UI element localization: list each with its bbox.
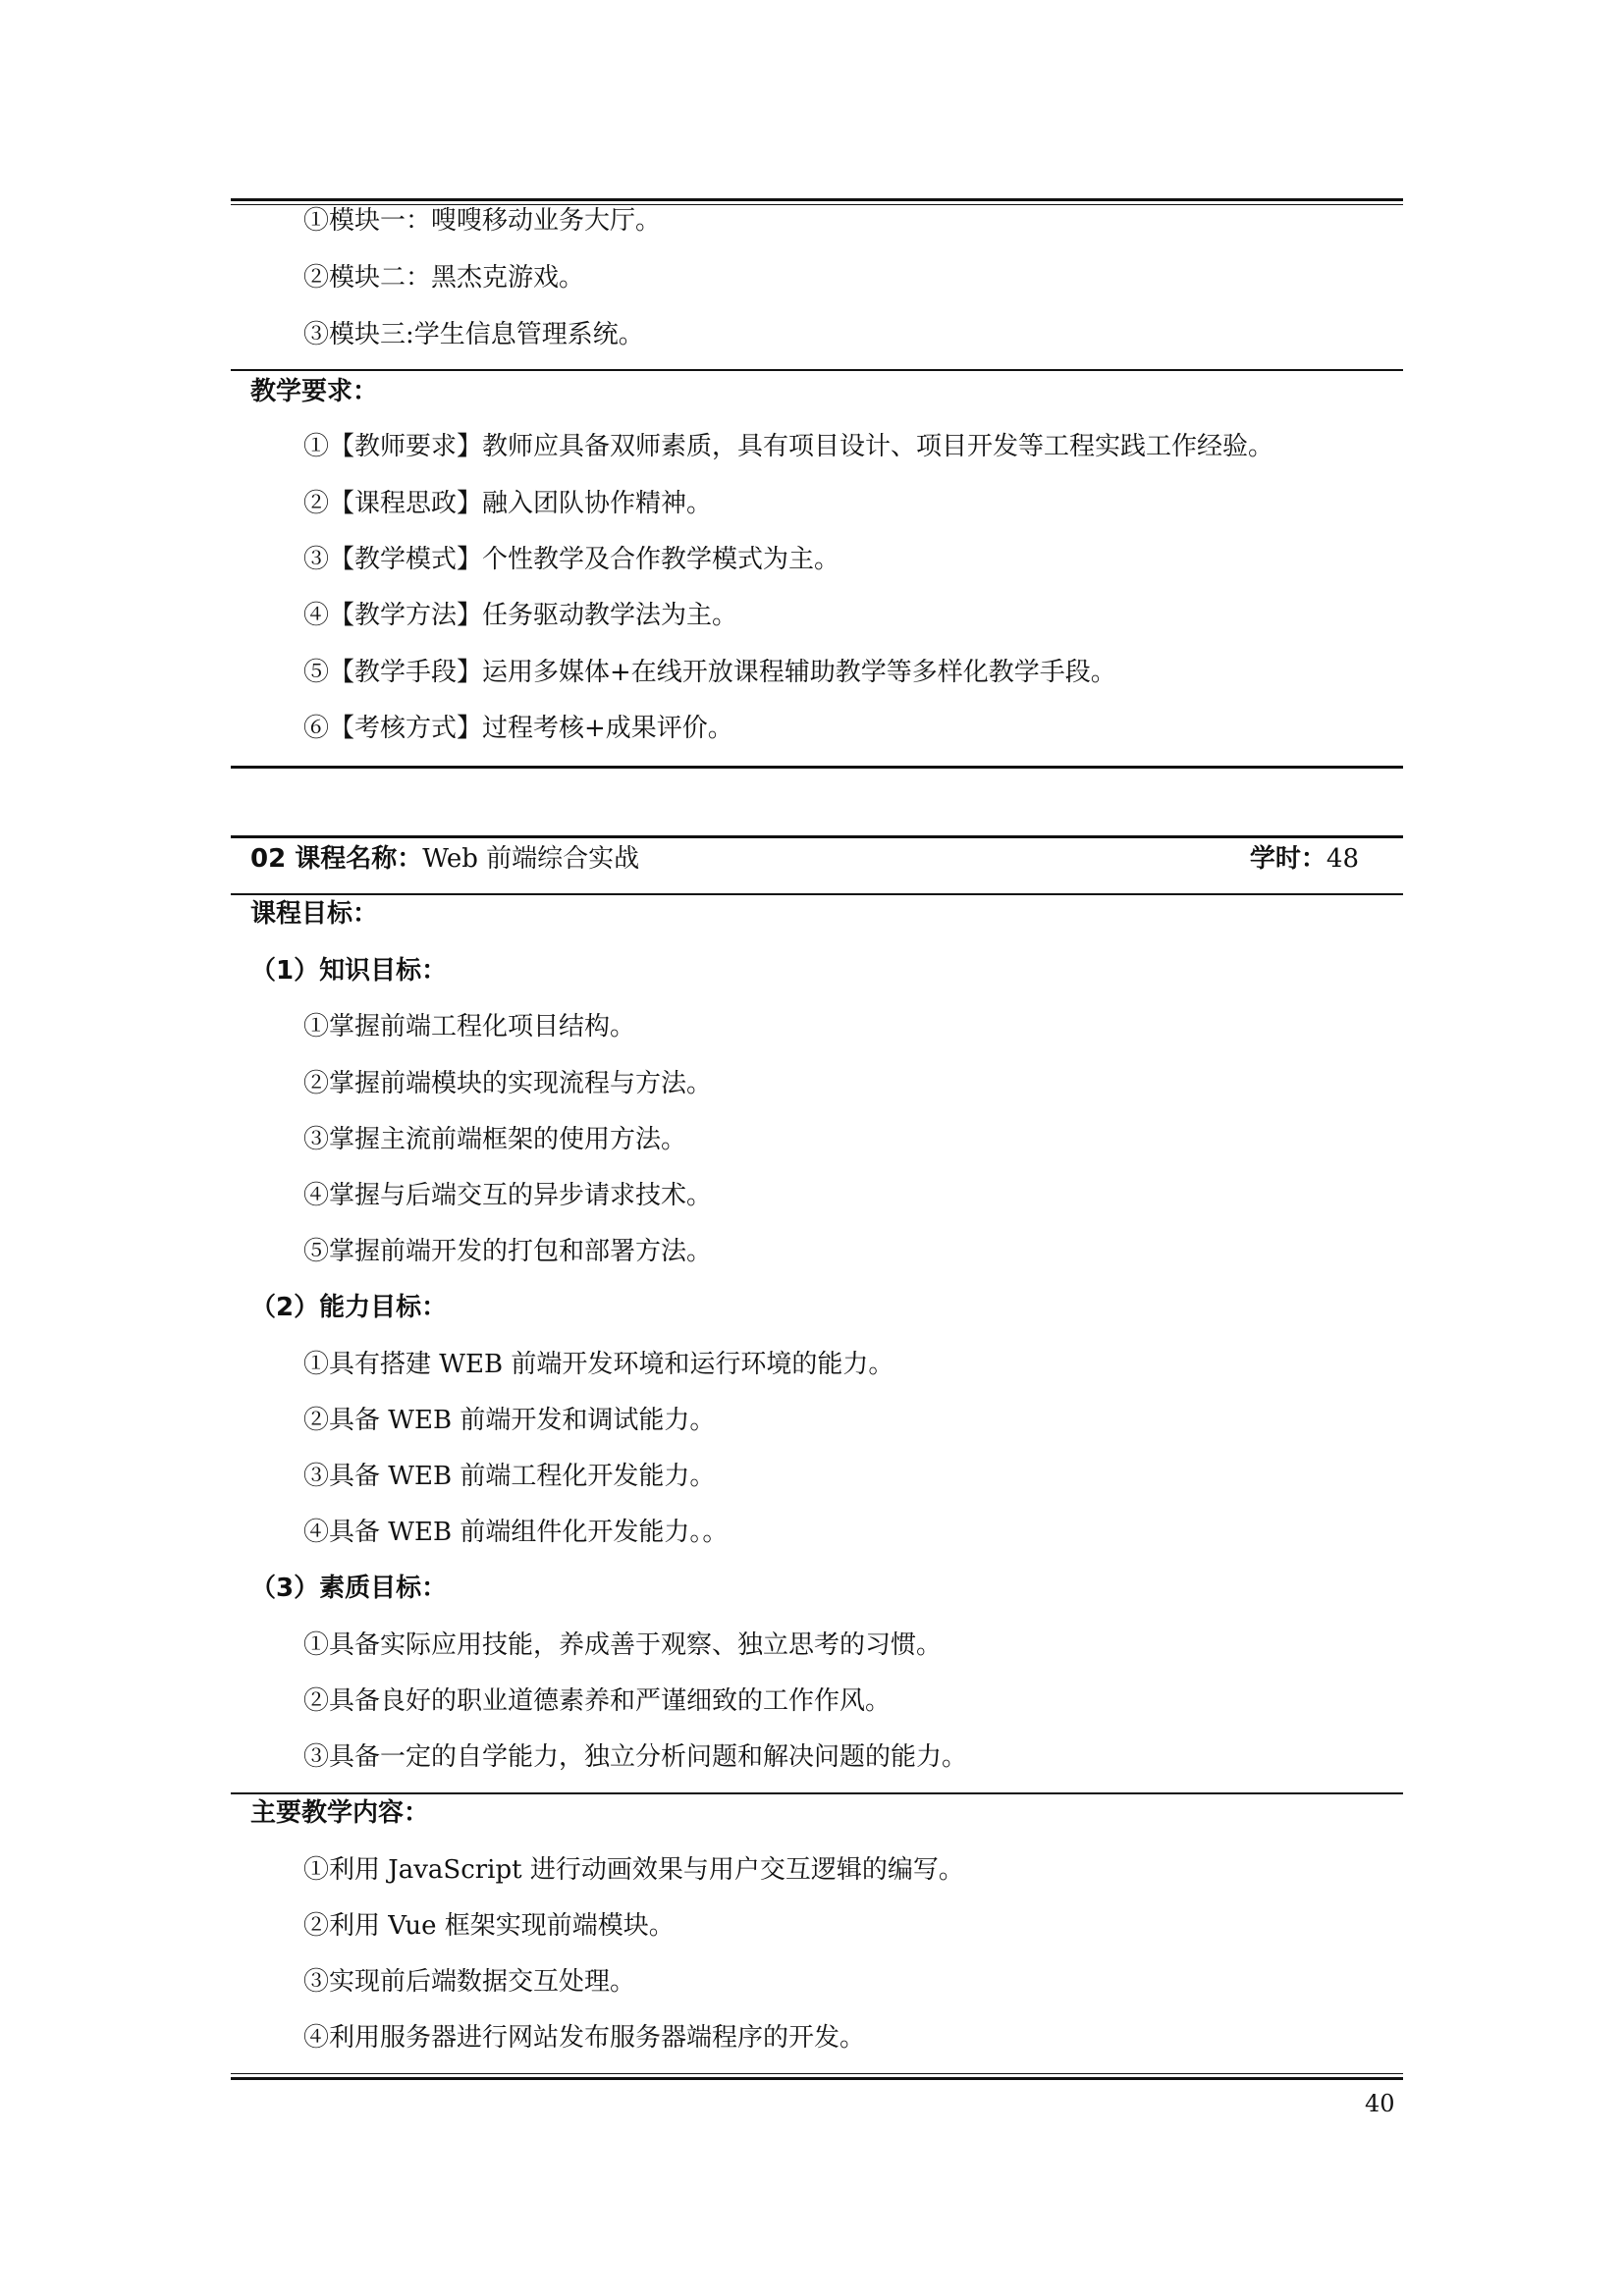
module-item: ③模块三:学生信息管理系统。 [303, 320, 644, 349]
quality-item: ③具备一定的自学能力，独立分析问题和解决问题的能力。 [303, 1742, 968, 1772]
quality-goals-heading-text: （3）素质目标： [250, 1574, 448, 1603]
knowledge-item: ④掌握与后端交互的异步请求技术。 [303, 1181, 713, 1210]
module-item: ①模块一：嗖嗖移动业务大厅。 [303, 206, 662, 236]
knowledge-item: ③掌握主流前端框架的使用方法。 [303, 1125, 687, 1154]
module-item: ②模块二：黑杰克游戏。 [303, 263, 585, 293]
ability-goals-heading-text: （2）能力目标： [250, 1293, 448, 1322]
page-number: 40 [1365, 2090, 1395, 2117]
section-divider [231, 369, 1403, 371]
content-item: ②利用 Vue 框架实现前端模块。 [303, 1911, 675, 1941]
quality-item: ②具备良好的职业道德素养和严谨细致的工作作风。 [303, 1686, 892, 1716]
course-top-rule [231, 835, 1403, 838]
requirement-item: ⑥【考核方式】过程考核+成果评价。 [303, 714, 733, 743]
knowledge-goals-heading-text: （1）知识目标： [250, 956, 448, 986]
ability-goals-heading [231, 1291, 1403, 1324]
course-goals-heading: 课程目标： [250, 899, 379, 929]
ability-item: ③具备 WEB 前端工程化开发能力。 [303, 1462, 716, 1491]
course-name-label: 02 课程名称： [250, 844, 423, 874]
course-name-value: Web 前端综合实战 [422, 844, 640, 874]
requirement-item: ①【教师要求】教师应具备双师素质，具有项目设计、项目开发等工程实践工作经验。 [303, 432, 1274, 461]
quality-item: ①具备实际应用技能，养成善于观察、独立思考的习惯。 [303, 1630, 943, 1660]
requirement-item: ⑤【教学手段】运用多媒体+在线开放课程辅助教学等多样化教学手段。 [303, 658, 1116, 687]
bottom-double-rule-b [231, 2077, 1403, 2080]
knowledge-item: ①掌握前端工程化项目结构。 [303, 1012, 636, 1041]
content-item: ③实现前后端数据交互处理。 [303, 1967, 636, 1997]
content-item: ①利用 JavaScript 进行动画效果与用户交互逻辑的编写。 [303, 1855, 964, 1885]
knowledge-item: ②掌握前端模块的实现流程与方法。 [303, 1069, 713, 1098]
course-title-divider [231, 893, 1403, 895]
quality-goals-heading [231, 1572, 1403, 1605]
content-item: ④利用服务器进行网站发布服务器端程序的开发。 [303, 2023, 866, 2053]
course-hours-value: 48 [1326, 844, 1359, 874]
ability-item: ④具备 WEB 前端组件化开发能力。。 [303, 1518, 729, 1547]
knowledge-item: ⑤掌握前端开发的打包和部署方法。 [303, 1237, 713, 1266]
knowledge-goals-heading [231, 954, 1403, 988]
bottom-double-rule-a [231, 2073, 1403, 2074]
requirement-item: ④【教学方法】任务驱动教学法为主。 [303, 601, 738, 630]
teaching-content-heading: 主要教学内容： [250, 1798, 430, 1828]
course-hours [1250, 842, 1359, 876]
requirement-item: ③【教学模式】个性教学及合作教学模式为主。 [303, 545, 840, 574]
top-double-rule-a [231, 198, 1403, 201]
teaching-requirements-heading: 教学要求： [250, 377, 379, 406]
content-divider [231, 1792, 1403, 1794]
course-name [250, 842, 639, 876]
course-hours-label: 学时： [1249, 844, 1326, 874]
ability-item: ①具有搭建 WEB 前端开发环境和运行环境的能力。 [303, 1350, 894, 1379]
requirement-item: ②【课程思政】融入团队协作精神。 [303, 489, 713, 518]
course-title-row [231, 842, 1403, 876]
ability-item: ②具备 WEB 前端开发和调试能力。 [303, 1406, 716, 1435]
table-bottom-rule [231, 766, 1403, 769]
